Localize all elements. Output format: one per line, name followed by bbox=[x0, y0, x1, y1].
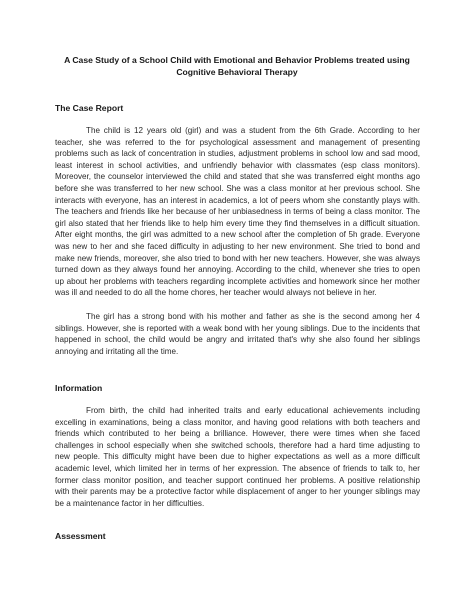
assessment-heading: Assessment bbox=[55, 531, 106, 541]
document-title-line-1: A Case Study of a School Child with Emotional and Behavior Problems treated using bbox=[64, 55, 410, 65]
information-paragraph-1: From birth, the child had inherited traits and early educational achievements including excelling in examinations, being a class monitor, and having good relations with both teachers and friends which contributed to her being a brilliance. However, there were times when she faced challenges in school especially when she switched schools, therefore had a hard time adjusting to new people. This difficulty might have been due to higher expectations as well as a more difficult academic level, which limited her in terms of her expression. The absence of friends to talk to, her former class monitor position, and teacher support continued her problems. A positive relationship with their parents may be a protective factor while displacement of anger to her younger siblings may be a maintenance factor in her difficulties. bbox=[55, 406, 420, 508]
case-report-paragraph-1: The child is 12 years old (girl) and was a student from the 6th Grade. According to her teacher, she was referred to the for psychological assessment and management of presenting problems such as lack of concentration in studies, adjustment problems in school low and sad mood, least interest in school activities, and unfriendly behavior with classmates (esp class monitors). Moreover, the counselor interviewed the child and stated that she was transferred eight months ago before she was transferred to her new school. She was a class monitor at her previous school. She interacts with everyone, has an interest in academics, a lot of peers whom she constantly plays with. The teachers and friends like her because of her unbiasedness in terms of being a class monitor. The girl also stated that her friends like to help him every time they find themselves in a difficult situation. After eight months, the girl was admitted to a new school after the completion of 5h grade. Everyone was new to her and she faced difficulty in adjusting to her new environment. She tried to bond and make new friends, moreover, she also tried to bond with her new teachers. However, she was always turned down as they always found her annoying. According to the child, whenever she tries to open up about her problems with teachers regarding incomplete activities and homework since her mother was ill and needed to do all the home chores, her teacher would always not believe in her. bbox=[55, 126, 420, 298]
case-report-paragraph-2: The girl has a strong bond with his mother and father as she is the second among her 4 siblings. However, she is reported with a weak bond with her young siblings. Due to the incidents that happened in school, the child would be angry and irritated that's why she also found her siblings annoying and irritating all the time. bbox=[55, 312, 420, 356]
information-heading: Information bbox=[55, 383, 103, 393]
document-title bbox=[40, 54, 434, 78]
case-report-heading: The Case Report bbox=[55, 103, 124, 113]
document-title-line-2: Cognitive Behavioral Therapy bbox=[176, 67, 298, 77]
